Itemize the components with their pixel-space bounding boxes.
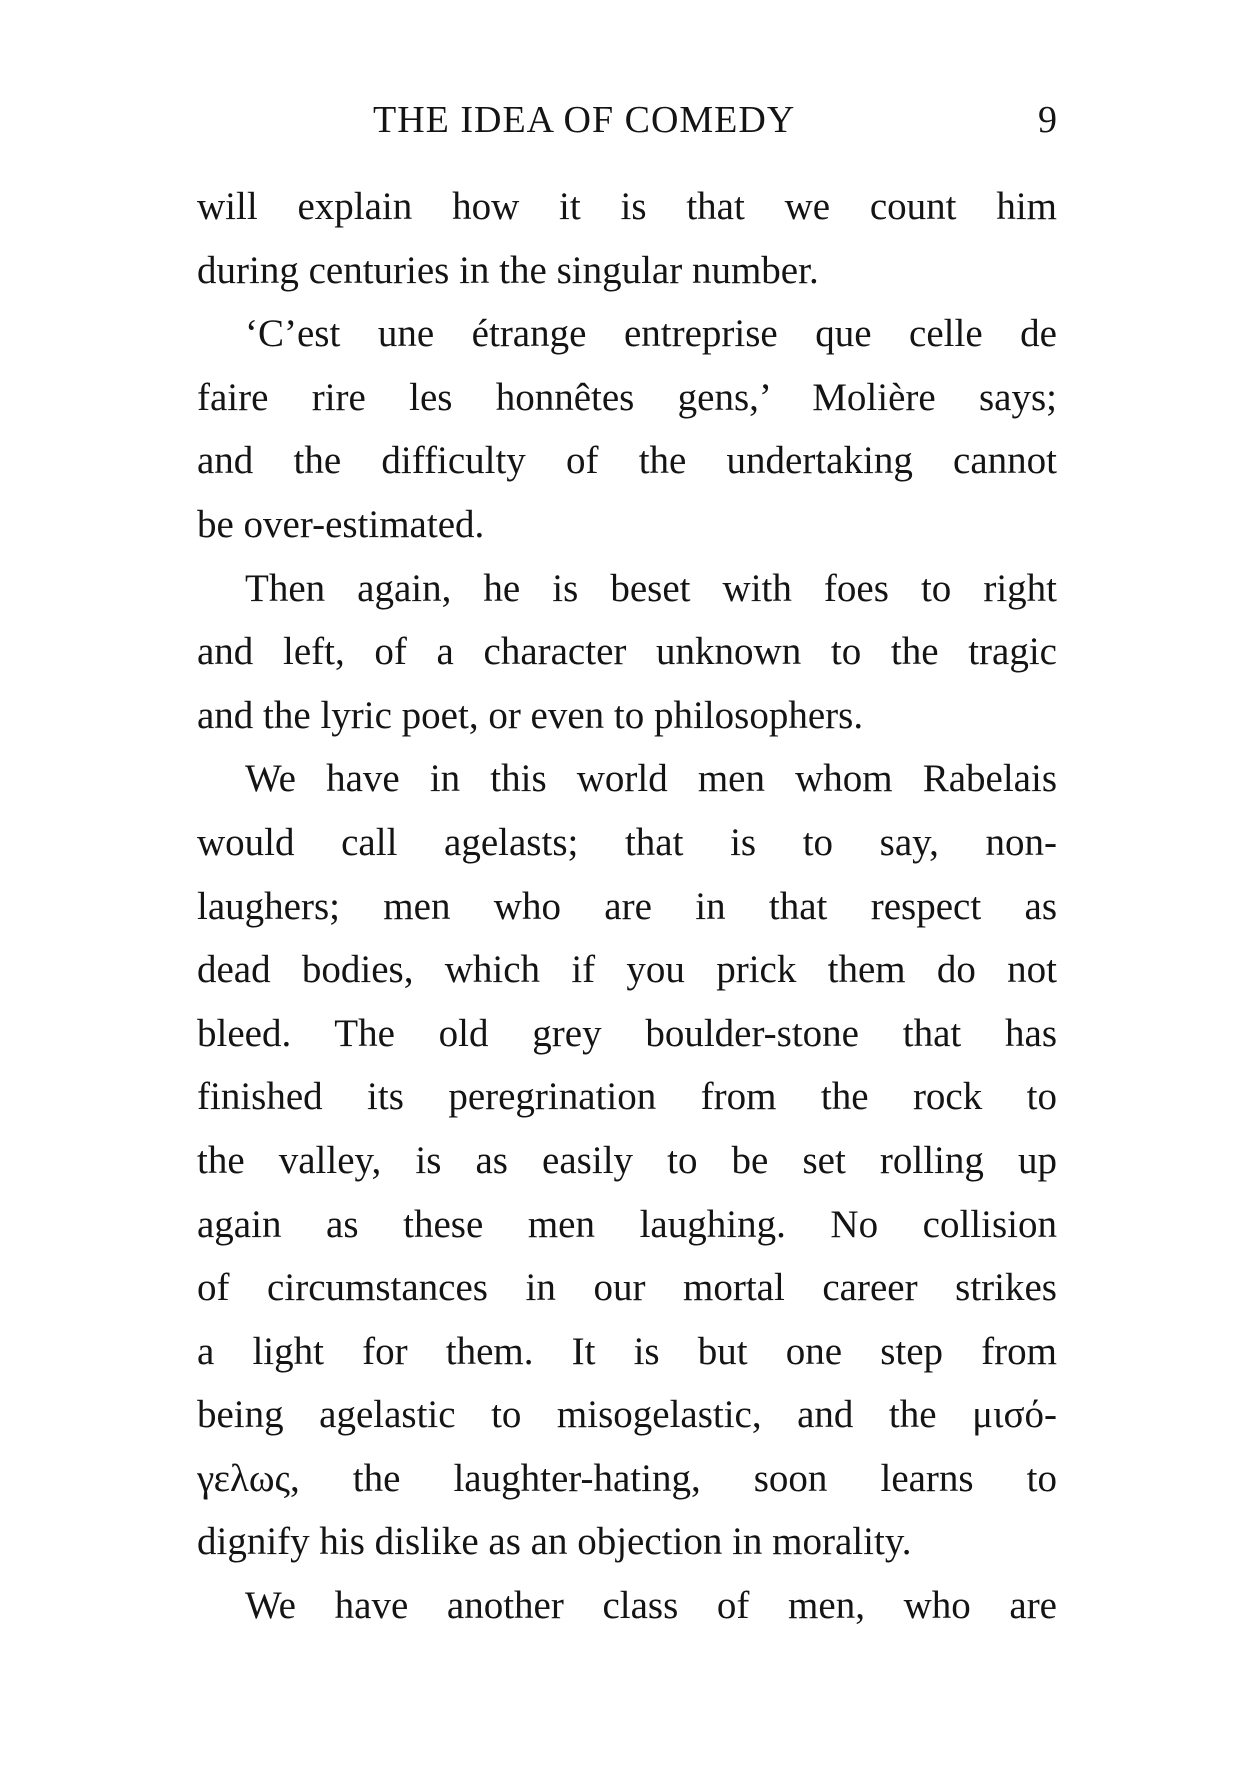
text-line: being agelastic to misogelastic, and the μισό-: [197, 1393, 1057, 1437]
text-line: laughers; men who are in that respect as: [197, 884, 1057, 928]
text-line: will explain how it is that we count him: [197, 185, 1057, 228]
text-line: We have another class of men, who are: [245, 1584, 1057, 1628]
text-line: would call agelasts; that is to say, non-: [197, 820, 1057, 864]
text-line: of circumstances in our mortal career strikes: [197, 1266, 1057, 1310]
text-line: be over-estimated.: [197, 502, 485, 546]
text-line: Then again, he is beset with foes to right: [245, 566, 1057, 610]
running-head: [197, 90, 1057, 150]
text-line: We have in this world men whom Rabelais: [245, 757, 1057, 801]
body-text: [197, 175, 1057, 1638]
text-line: faire rire les honnêtes gens,’ Molière says;: [197, 375, 1057, 419]
text-line: finished its peregrination from the rock to: [197, 1075, 1057, 1119]
text-line: and the difficulty of the undertaking cannot: [197, 439, 1057, 483]
text-line: again as these men laughing. No collision: [197, 1202, 1057, 1246]
text-line: ‘C’est une étrange entreprise que celle de: [245, 312, 1057, 356]
text-line: during centuries in the singular number.: [197, 248, 819, 292]
text-line: bleed. The old grey boulder-stone that has: [197, 1011, 1057, 1055]
text-line: the valley, is as easily to be set rolling up: [197, 1138, 1057, 1182]
page-number: 9: [1038, 99, 1057, 141]
text-line: and left, of a character unknown to the tragic: [197, 630, 1057, 674]
running-title: THE IDEA OF COMEDY: [373, 99, 796, 141]
text-line: γελως, the laughter-hating, soon learns to: [197, 1456, 1057, 1500]
text-line: dead bodies, which if you prick them do not: [197, 948, 1057, 992]
text-line: dignify his dislike as an objection in morality.: [197, 1520, 912, 1564]
text-line: a light for them. It is but one step from: [197, 1329, 1057, 1373]
text-line: and the lyric poet, or even to philosophers.: [197, 693, 864, 737]
